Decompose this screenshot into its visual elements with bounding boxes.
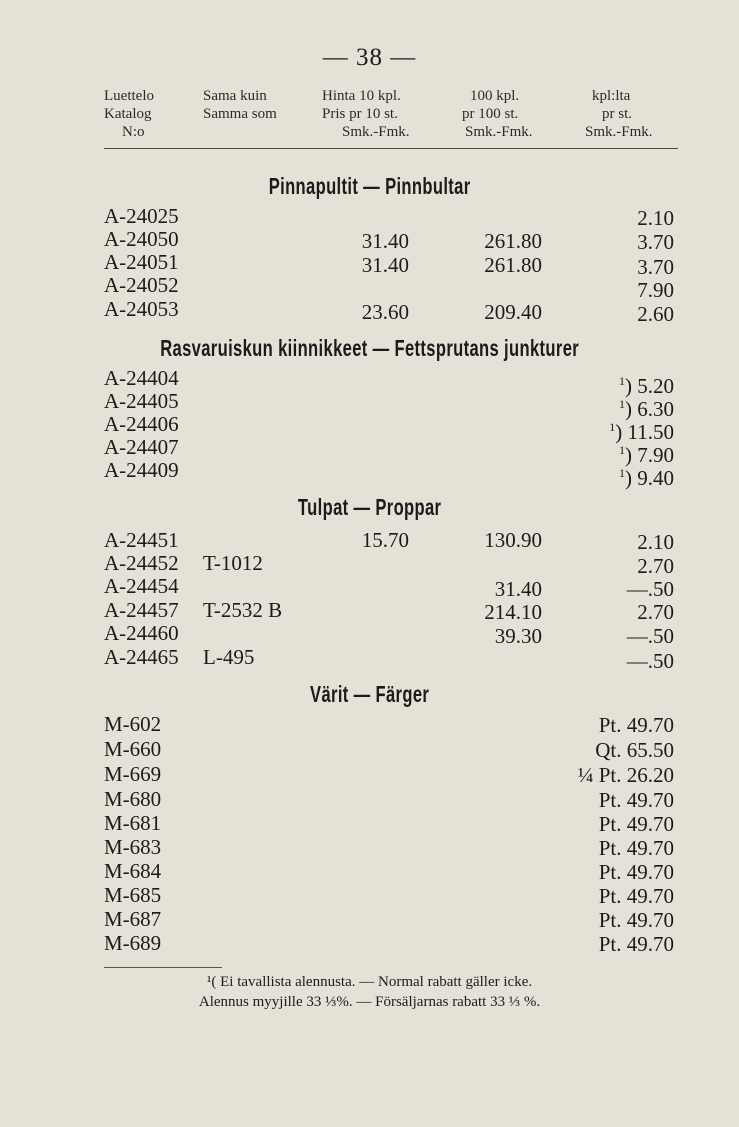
table-row-price-100: 130.90 — [484, 528, 542, 552]
table-row-code: A-24409 — [104, 458, 179, 482]
table-row-code: M-660 — [104, 737, 162, 761]
header-price-each-fi: kpl:lta — [592, 88, 631, 104]
table-row-code: A-24025 — [104, 204, 179, 228]
table-row-price-10: 31.40 — [361, 229, 409, 253]
table-row-code: M-681 — [104, 811, 162, 835]
table-row-price-each: Pt. 49.70 — [598, 860, 674, 884]
table-row-price-each: Pt. 49.70 — [598, 788, 674, 812]
table-row-price-each: —.50 — [626, 624, 674, 648]
table-row-price-each: 7.90 — [637, 278, 674, 302]
footnote-rule — [104, 967, 222, 968]
table-row-price-10: 31.40 — [361, 253, 409, 277]
table-row-code: M-685 — [104, 883, 162, 907]
table-row-price-100: 261.80 — [484, 229, 542, 253]
table-row-code: M-680 — [104, 787, 162, 811]
header-price-each-currency: Smk.-Fmk. — [585, 124, 653, 140]
table-row-price-100: 261.80 — [484, 253, 542, 277]
table-row-price-each: 2.60 — [637, 302, 674, 326]
table-row-code: M-683 — [104, 835, 162, 859]
header-catalog-sv: Katalog — [104, 106, 152, 122]
table-row-code: A-24407 — [104, 435, 179, 459]
table-row-code: A-24460 — [104, 621, 179, 645]
table-row-code: A-24052 — [104, 273, 179, 297]
table-row-same-as: L-495 — [203, 645, 255, 669]
section-title-tulpat: Tulpat — Proppar — [297, 494, 442, 520]
table-row-price-each — [534, 461, 674, 490]
footnote-discount: ¹( Ei tavallista alennusta. — Normal rabatt gäller icke. — [206, 974, 533, 990]
footnote-mark: 1 — [619, 443, 625, 457]
table-row-price-each: Pt. 49.70 — [598, 812, 674, 836]
table-row-price-each: Pt. 49.70 — [598, 932, 674, 956]
table-row-code: A-24405 — [104, 389, 179, 413]
table-row-code: A-24451 — [104, 528, 179, 552]
header-price-each-sv: pr st. — [602, 106, 632, 122]
table-row-price-100: 209.40 — [484, 300, 542, 324]
table-row-code: A-24465 — [104, 645, 179, 669]
table-row-code: A-24457 — [104, 598, 179, 622]
table-row-price-each: 2.10 — [637, 206, 674, 230]
table-row-code: M-602 — [104, 712, 162, 736]
page-number: — 38 — — [322, 44, 417, 71]
section-title-pinnapultit: Pinnapultit — Pinnbultar — [268, 173, 471, 199]
table-row-same-as: T-1012 — [203, 551, 263, 575]
table-row-same-as: T-2532 B — [203, 598, 283, 622]
table-row-code: A-24452 — [104, 551, 179, 575]
table-row-price-each: 3.70 — [637, 230, 674, 254]
price-value: ) 9.40 — [625, 466, 674, 490]
header-price10-sv: Pris pr 10 st. — [322, 106, 398, 122]
table-row-code: M-689 — [104, 931, 162, 955]
table-row-code: M-687 — [104, 907, 162, 931]
footnote-mark: 1 — [619, 374, 625, 388]
table-row-price-100: 214.10 — [484, 600, 542, 624]
price-value: ) 5.20 — [625, 374, 674, 398]
table-row-code: A-24406 — [104, 412, 179, 436]
table-row-code: A-24050 — [104, 227, 179, 251]
table-row-price-each: 2.70 — [637, 554, 674, 578]
table-row-price-each: —.50 — [626, 577, 674, 601]
header-price100-sv: pr 100 st. — [462, 106, 519, 122]
footnote-mark: 1 — [619, 397, 625, 411]
table-row-price-each: Qt. 65.50 — [595, 738, 674, 762]
table-row-price-each: Pt. 49.70 — [598, 884, 674, 908]
table-row-price-each: ¼ Pt. 26.20 — [577, 763, 674, 787]
section-title-varit: Värit — Färger — [310, 681, 430, 707]
table-row-code: M-669 — [104, 762, 162, 786]
header-price100-currency: Smk.-Fmk. — [465, 124, 533, 140]
table-row-price-each: Pt. 49.70 — [598, 836, 674, 860]
table-row-price-each: 2.10 — [637, 530, 674, 554]
header-same-as-sv: Samma som — [203, 106, 277, 122]
footnote-mark: 1 — [619, 466, 625, 480]
header-rule — [104, 148, 678, 149]
price-value: ) 11.50 — [615, 420, 674, 444]
table-row-price-each: 2.70 — [637, 600, 674, 624]
price-value: ) 7.90 — [625, 443, 674, 467]
header-price10-currency: Smk.-Fmk. — [342, 124, 410, 140]
footnote-mark: 1 — [609, 420, 616, 434]
header-price10-fi: Hinta 10 kpl. — [322, 88, 401, 104]
table-row-price-10: 23.60 — [361, 300, 409, 324]
header-catalog-fi: Luettelo — [104, 88, 154, 104]
table-row-price-each: Pt. 49.70 — [598, 908, 674, 932]
table-row-code: A-24454 — [104, 574, 179, 598]
header-same-as-fi: Sama kuin — [203, 88, 267, 104]
table-row-code: M-684 — [104, 859, 162, 883]
header-price100-fi: 100 kpl. — [470, 88, 520, 104]
table-row-price-10: 15.70 — [361, 528, 409, 552]
table-row-price-100: 31.40 — [494, 577, 542, 601]
table-row-code: A-24404 — [104, 366, 179, 390]
table-row-price-each: Pt. 49.70 — [598, 713, 674, 737]
table-row-price-each: 3.70 — [637, 255, 674, 279]
footnote-reseller-discount: Alennus myyjille 33 ⅓%. — Försäljarnas rabatt 33 ⅓ %. — [198, 994, 541, 1010]
price-value: ) 6.30 — [625, 397, 674, 421]
table-row-price-each: —.50 — [626, 649, 674, 673]
table-row-code: A-24051 — [104, 250, 179, 274]
header-number: N:o — [122, 124, 145, 140]
section-title-rasvaruiskun: Rasvaruiskun kiinnikkeet — Fettsprutans junkturer — [160, 335, 580, 361]
table-row-price-100: 39.30 — [494, 624, 542, 648]
table-row-code: A-24053 — [104, 297, 179, 321]
